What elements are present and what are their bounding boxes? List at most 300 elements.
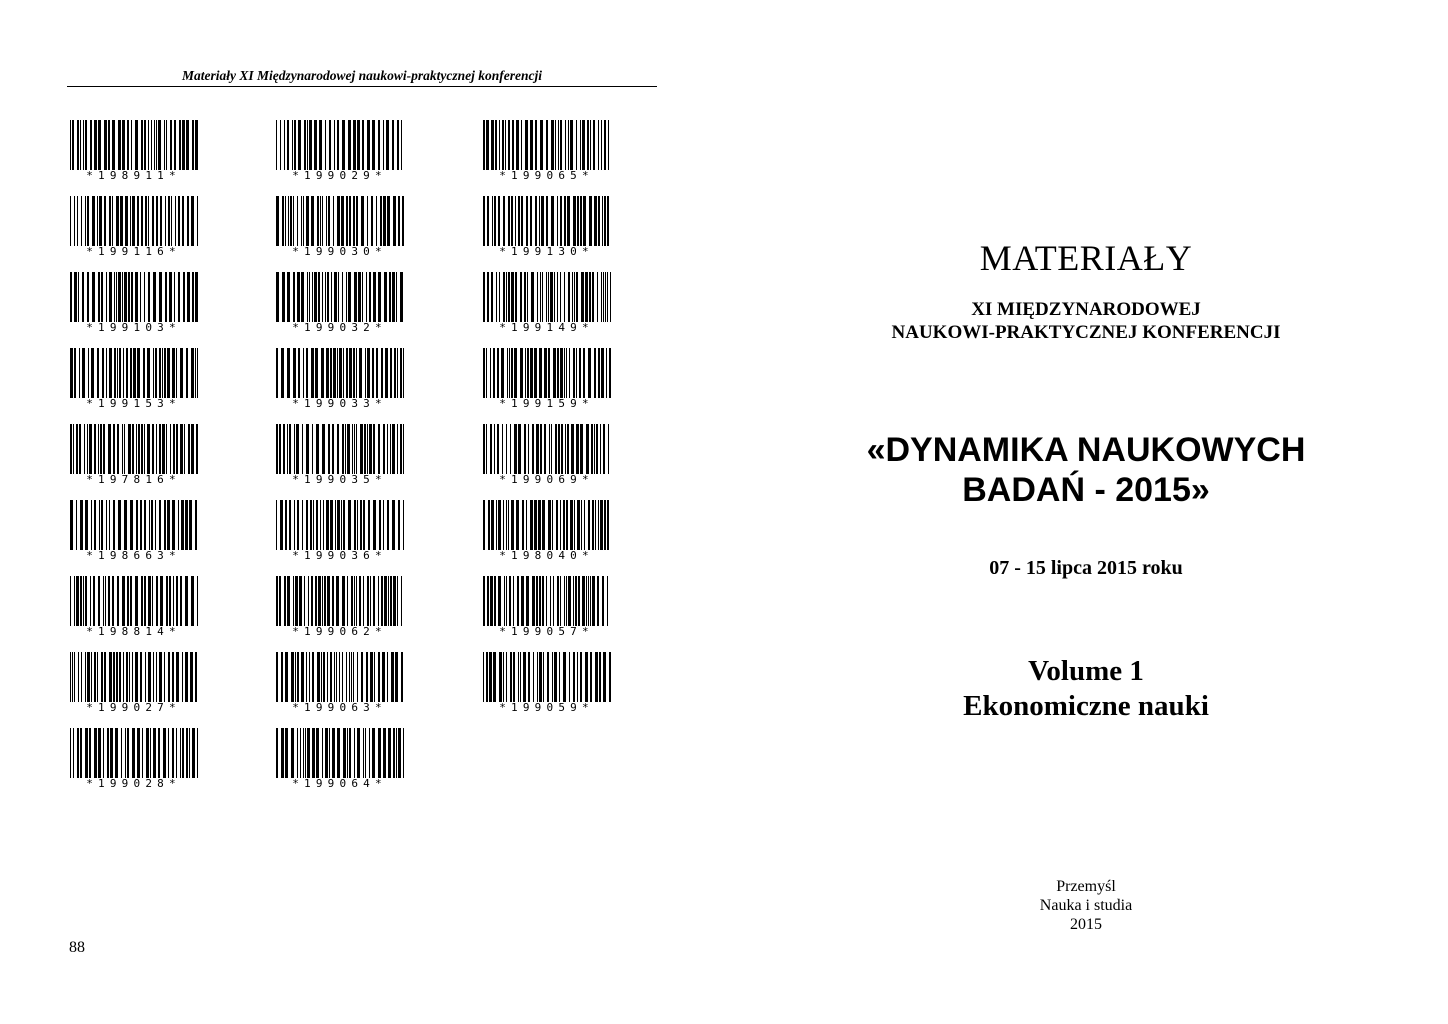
barcode-bar [156,120,157,170]
barcode-bar [506,652,507,702]
barcode-bar [560,196,562,246]
barcode-bar [598,120,599,170]
barcode-bar [70,424,72,474]
barcode-bar [498,196,500,246]
barcode-bar [537,272,538,322]
barcode-bar [312,424,313,474]
barcode-bar [98,272,100,322]
barcode-bar [383,196,386,246]
barcode-bar [572,272,573,322]
barcode-bar [85,196,86,246]
barcode-bar [403,500,404,550]
barcode-bar [604,120,606,170]
barcode-bar [498,500,501,550]
barcode-bar [495,120,497,170]
barcode-bar [390,576,392,626]
barcode-bar [302,424,303,474]
barcode-bar [576,348,577,398]
barcode-bar [335,500,336,550]
barcode-bar [135,652,138,702]
barcode-bar [117,576,119,626]
barcode-bar [309,272,310,322]
barcode-bar [387,500,389,550]
barcode-bar [294,424,295,474]
barcode-bar [113,500,115,550]
barcode-bar [527,348,529,398]
barcode-bar [123,652,124,702]
barcode-bar [160,576,163,626]
barcode-bar [152,196,154,246]
barcode-bar [156,576,158,626]
barcode-bar [528,652,530,702]
barcode-bar [100,424,102,474]
barcode-bar [132,196,135,246]
barcode-bar [391,652,394,702]
barcode-bar [151,500,153,550]
barcode-bar [548,272,549,322]
barcode-bar [283,424,285,474]
barcode [480,500,613,562]
barcode-bar [592,576,595,626]
barcode-bar [85,728,88,778]
barcode-bar [580,196,582,246]
barcode-bar [334,120,335,170]
barcode-bar [607,196,609,246]
barcode-bar [121,728,122,778]
barcode-bar [325,728,328,778]
barcode-bar [541,196,544,246]
barcode-bar [178,272,180,322]
barcode [480,196,613,258]
barcode-bar [551,196,554,246]
barcode-bar [328,424,330,474]
barcode-bar [118,500,121,550]
barcode-bar [600,424,601,474]
barcode-number: *199032* [292,321,387,334]
barcode-bar [78,652,79,702]
barcode-bar [126,652,128,702]
barcode-number: *198814* [86,625,181,638]
conference-name [724,430,1448,510]
barcode-number: *199059* [499,701,594,714]
barcode-bar [381,348,383,398]
barcode-bar [397,576,398,626]
barcode-bar [601,120,602,170]
barcode-bars [483,348,611,398]
barcode-bar [80,120,81,170]
barcode-bar [337,500,340,550]
barcode-bar [524,424,526,474]
barcode-bar [112,196,113,246]
barcode-bar [287,120,289,170]
barcode-bar [181,500,184,550]
barcode-bar [190,652,193,702]
barcode-bar [598,348,600,398]
barcode-bar [365,728,366,778]
barcode-bar [342,120,345,170]
barcode-bar [557,576,559,626]
barcode-bar [166,576,168,626]
barcode [67,652,200,714]
barcode-bar [552,652,553,702]
barcode-bar [141,196,143,246]
barcode-bar [306,424,309,474]
barcode-bar [289,500,291,550]
barcode-bar [544,424,546,474]
barcode-bar [94,424,96,474]
barcode-bar [393,576,396,626]
imprint-city: Przemyśl [1056,878,1116,895]
barcode-bar [152,424,154,474]
barcode-bar [70,196,71,246]
barcode-bar [305,728,306,778]
barcode-bar [189,728,190,778]
barcode-bar [172,652,174,702]
barcode-bar [92,196,95,246]
barcode-bar [560,120,562,170]
barcode-bar [322,272,323,322]
barcode-bar [115,728,118,778]
barcode-bar [332,424,334,474]
barcode-bar [517,576,519,626]
barcode-bar [550,576,551,626]
barcode-bar [299,576,302,626]
barcode-bar [325,120,326,170]
barcode-bar [135,576,138,626]
barcode-bar [109,652,112,702]
barcode-bar [191,348,194,398]
barcode-bar [397,348,398,398]
barcode-bar [346,196,348,246]
barcode-bars [276,424,404,474]
barcode-bar [595,652,598,702]
barcode [67,196,200,258]
barcode-bar [140,652,142,702]
barcode-bar [101,652,103,702]
barcode-bar [525,348,526,398]
barcode-bar [509,576,511,626]
barcode-bar [130,500,133,550]
barcode-bars [276,348,404,398]
barcode-bar [129,652,130,702]
barcode-bar [173,576,174,626]
barcode-bar [392,500,395,550]
barcode-bar [398,196,400,246]
barcode-bar [360,424,363,474]
barcode [273,500,406,562]
barcode-bar [609,348,611,398]
barcode-bar [393,196,396,246]
barcode-bar [109,500,110,550]
barcode-bar [74,576,75,626]
barcode-bar [499,272,500,322]
barcode [67,500,200,562]
barcode-bar [497,348,499,398]
barcode-bar [162,424,165,474]
barcode-bar [107,728,109,778]
barcode-bar [596,424,598,474]
barcode-bar [352,424,353,474]
barcode-bar [584,500,585,550]
barcode-bars [70,500,198,550]
barcode-number: *198663* [86,549,181,562]
barcode-number: *199116* [86,245,181,258]
barcode-bar [176,652,179,702]
barcode-bar [489,652,492,702]
barcode-bar [304,576,305,626]
barcode-bar [483,348,485,398]
barcode-bar [72,120,74,170]
barcode-bar [357,652,358,702]
barcode-bar [354,576,355,626]
barcode-bar [122,120,125,170]
barcode-bar [378,576,379,626]
barcode-bar [535,196,537,246]
barcode-bar [101,272,103,322]
barcode-bar [73,424,74,474]
barcode-bar [567,424,569,474]
barcode-bar [196,424,198,474]
barcode-bar [553,576,554,626]
barcode-bar [530,120,533,170]
barcode-bar [597,272,598,322]
barcode-bar [384,576,387,626]
barcode-bar [89,728,91,778]
barcode-bar [570,120,573,170]
barcode-bar [356,424,357,474]
barcode-bar [577,652,578,702]
barcode-bar [483,500,485,550]
barcode-bar [369,728,370,778]
barcode-bar [163,728,166,778]
barcode-bar [546,120,548,170]
barcode-bar [558,120,559,170]
barcode-bar [109,348,112,398]
barcode-bar [496,272,497,322]
barcode-bar [116,196,119,246]
barcode-bar [564,272,565,322]
barcode [480,424,613,486]
barcode-bar [357,728,360,778]
barcode-bar [548,348,550,398]
barcode-bar [552,500,553,550]
barcode-bar [607,272,608,322]
barcode-bar [607,576,608,626]
barcode-bar [176,424,178,474]
barcode-bar [325,272,326,322]
barcode-bar [403,728,404,778]
barcode-bar [322,424,325,474]
barcode-bar [343,728,346,778]
barcode-bar [312,652,314,702]
barcode-bar [358,272,361,322]
barcode-bar [387,652,388,702]
barcode-bar [117,348,118,398]
barcode-bar [583,196,586,246]
barcode-bar [147,348,150,398]
barcode-bar [287,272,290,322]
barcode-bar [503,652,504,702]
barcode-bar [282,272,285,322]
barcode-bar [497,424,499,474]
barcode-bar [197,728,198,778]
barcode-bar [172,728,174,778]
barcode-bar [307,728,310,778]
barcode-bar [382,652,385,702]
barcode-bar [550,272,553,322]
barcode-bar [188,424,190,474]
barcode-bar [338,272,339,322]
barcode-bar [574,272,575,322]
barcode-bar [327,576,330,626]
barcode-bar [363,728,364,778]
conference-name-line-1: «DYNAMIKA NAUKOWYCH [866,431,1306,469]
barcode [273,120,406,182]
barcode-bar [97,652,98,702]
barcode-bar [483,272,485,322]
barcode-bar [306,652,307,702]
barcode-bar [316,728,319,778]
barcode-bar [293,196,294,246]
barcode-bar [337,196,340,246]
barcode-bar [548,500,551,550]
barcode-bar [493,348,495,398]
barcode-bar [197,196,198,246]
barcode-bar [397,120,399,170]
barcode-bar [561,424,563,474]
barcode-bar [602,576,604,626]
barcode-bar [598,500,599,550]
barcode-bar [569,348,570,398]
barcode-bar [486,652,488,702]
barcode-bar [124,272,127,322]
barcode-bar [294,500,295,550]
barcode-bar [594,348,596,398]
barcode-bar [487,272,489,322]
barcode-bar [312,272,313,322]
barcode-bar [144,120,146,170]
barcode-bar [74,348,76,398]
barcode-bar [127,120,129,170]
barcode [273,348,406,410]
barcode-bar [573,348,575,398]
barcode-bar [70,500,73,550]
barcode-bar [537,652,538,702]
barcode-bar [351,652,352,702]
barcode-bar [130,196,131,246]
volume-subject: Ekonomiczne nauki [963,690,1209,722]
barcode-bar [331,272,332,322]
barcode-bar [145,652,146,702]
barcode-bar [311,576,313,626]
barcode-bar [353,652,354,702]
barcode-bar [137,728,140,778]
barcode-bar [133,348,136,398]
barcode-bar [182,652,183,702]
barcode-bar [104,196,106,246]
barcode-bar [87,424,88,474]
barcode-bar [490,576,493,626]
barcode-bar [370,652,373,702]
barcode-bar [540,120,543,170]
barcode-bar [551,120,554,170]
barcode-bar [573,576,574,626]
barcode-bar [370,576,371,626]
barcode-bar [297,196,298,246]
barcode-bar [341,196,344,246]
barcode-bar [491,120,494,170]
barcode-bar [91,652,92,702]
barcode-bar [498,576,501,626]
barcode-bar [508,272,510,322]
barcode-bar [171,196,172,246]
barcode-bar [77,196,78,246]
barcode-bar [195,272,198,322]
barcode-bar [402,196,404,246]
barcode-bar [168,728,169,778]
barcode-bar [506,500,507,550]
barcode-bar [117,424,119,474]
barcode-bar [92,272,95,322]
barcode-bar [136,500,138,550]
barcode-bar [97,196,98,246]
barcode-bar [106,500,107,550]
barcode-bar [351,576,353,626]
barcode-bar [534,348,537,398]
barcode-bar [89,424,92,474]
barcode-bar [348,120,351,170]
barcode-bar [533,652,534,702]
barcode-bar [108,120,110,170]
barcode-bar [595,500,596,550]
barcode-bar [87,196,89,246]
barcode-bars [70,424,198,474]
barcode-bars [70,120,198,170]
barcode-bar [70,348,73,398]
barcode-bar [514,348,517,398]
barcode-bar [354,500,356,550]
barcode-bar [191,196,194,246]
barcode-bar [320,196,321,246]
barcode-bar [276,196,279,246]
conference-name-line-2: BADAŃ - 2015» [962,471,1210,509]
barcode-bar [393,728,395,778]
barcode-bar [378,272,381,322]
barcode-bar [291,728,294,778]
barcode-bar [515,196,516,246]
barcode-bar [165,272,167,322]
barcode-bar [192,728,195,778]
barcode-bar [298,348,300,398]
barcode-number: *199064* [292,777,387,790]
barcode-bar [528,424,529,474]
barcode-bar [192,272,194,322]
barcode-bar [169,272,172,322]
barcode-bar [604,500,606,550]
barcode-bar [287,348,290,398]
barcode-bar [284,576,286,626]
barcode-bar [172,348,175,398]
barcode-bar [378,728,381,778]
barcode-bar [136,424,137,474]
barcode-bar [131,272,133,322]
barcode-bar [85,652,86,702]
barcode-bar [400,424,402,474]
barcode-bar [191,424,194,474]
barcode-bar [195,652,197,702]
barcode-bar [144,500,146,550]
barcode-bar [359,348,362,398]
